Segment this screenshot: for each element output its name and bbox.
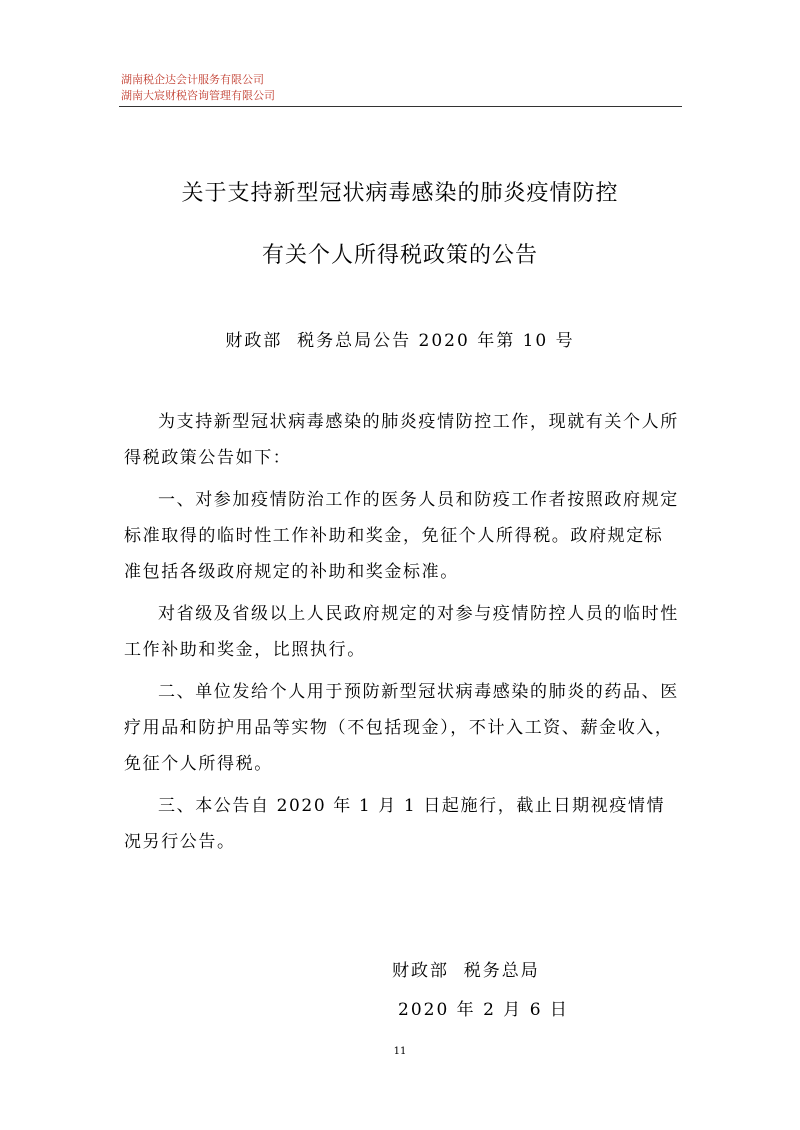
- paragraph-item-1: 一、对参加疫情防治工作的医务人员和防疫工作者按照政府规定标准取得的临时性工作补助和奖金，免征个人所得税。政府规定标准包括各级政府规定的补助和奖金标准。: [124, 490, 679, 582]
- letterhead: [121, 72, 275, 104]
- company-name-2: 湖南大宸财税咨询管理有限公司: [121, 89, 275, 102]
- title-line-1: 关于支持新型冠状病毒感染的肺炎疫情防控: [181, 181, 619, 206]
- document-body: [124, 404, 680, 866]
- header-divider: [119, 106, 682, 107]
- paragraph-item-1-supplement: 对省级及省级以上人民政府规定的对参与疫情防控人员的临时性工作补助和奖金，比照执行。: [124, 604, 679, 660]
- company-name-1: 湖南税企达会计服务有限公司: [121, 73, 264, 86]
- issuer-signature: 财政部 税务总局: [392, 961, 540, 981]
- document-number: 财政部 税务总局公告 2020 年第 10 号: [225, 331, 575, 351]
- page-number: 11: [393, 1046, 407, 1057]
- paragraph-item-2: 二、单位发给个人用于预防新型冠状病毒感染的肺炎的药品、医疗用品和防护用品等实物（不包括现金），不计入工资、薪金收入，免征个人所得税。: [124, 682, 679, 774]
- paragraph-item-3: 三、本公告自 2020 年 1 月 1 日起施行，截止日期视疫情情况另行公告。: [124, 796, 666, 852]
- title-line-2: 有关个人所得税政策的公告: [261, 243, 538, 268]
- paragraph-intro: 为支持新型冠状病毒感染的肺炎疫情防控工作，现就有关个人所得税政策公告如下：: [124, 412, 679, 468]
- issue-date: 2020 年 2 月 6 日: [398, 1000, 569, 1020]
